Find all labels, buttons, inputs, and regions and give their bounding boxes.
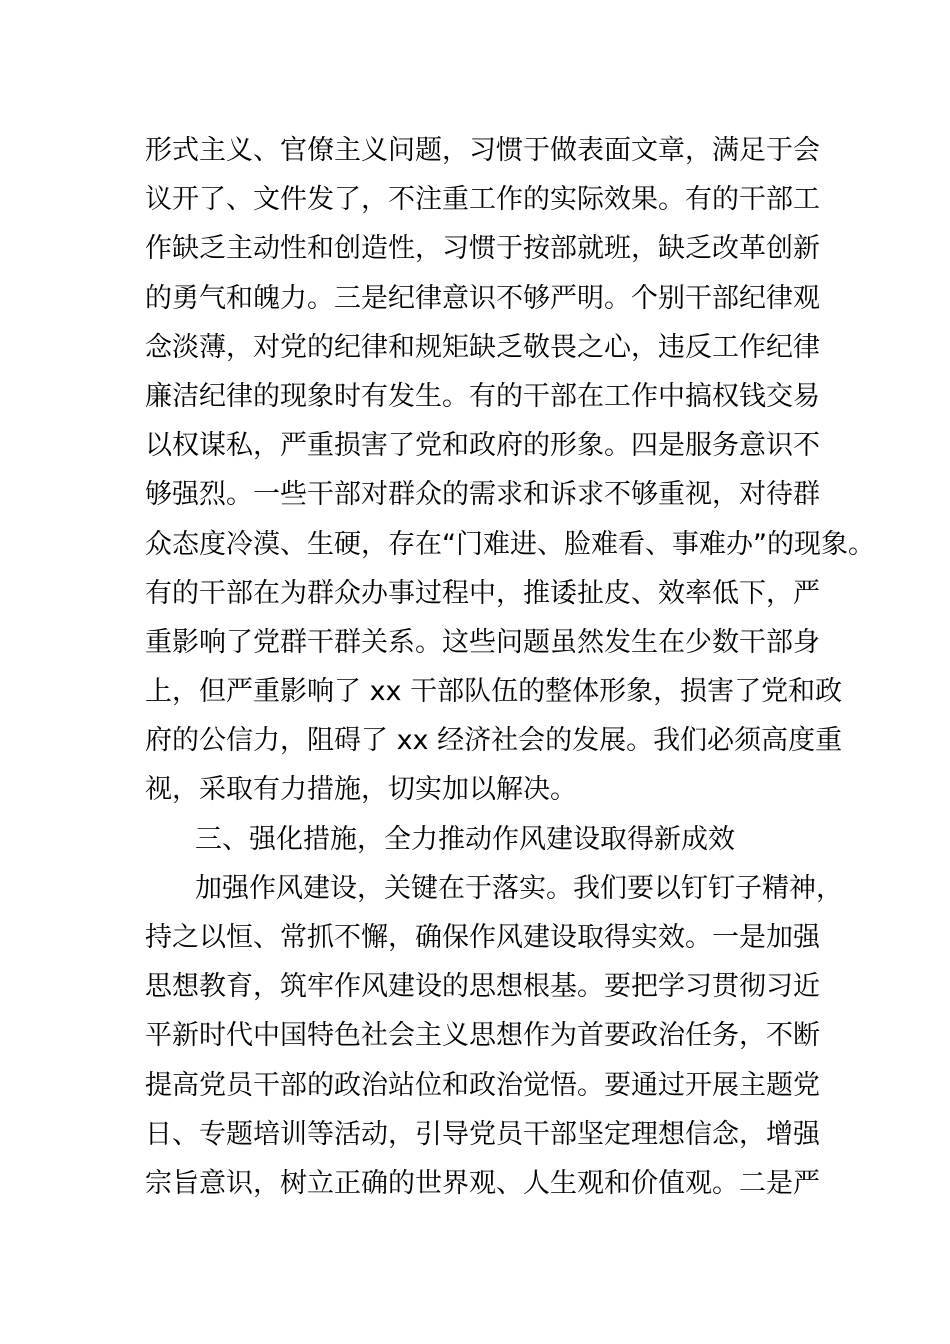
- paragraph-line: 加强作风建设，关键在于落实。我们要以钉钉子精神，: [195, 872, 843, 904]
- paragraph-line: 够强烈。一些干部对群众的需求和诉求不够重视，对待群: [145, 479, 820, 511]
- paragraph-line: 廉洁纪律的现象时有发生。有的干部在工作中搞权钱交易: [145, 380, 820, 412]
- paragraph-line: 思想教育，筑牢作风建设的思想根基。要把学习贯彻习近: [145, 971, 820, 1003]
- paragraph-line: 念淡薄，对党的纪律和规矩缺乏敬畏之心，违反工作纪律: [145, 331, 820, 363]
- paragraph-line: 宗旨意识，树立正确的世界观、人生观和价值观。二是严: [145, 1167, 820, 1199]
- paragraph-line: 提高党员干部的政治站位和政治觉悟。要通过开展主题党: [145, 1069, 820, 1101]
- paragraph-line: 日、专题培训等活动，引导党员干部坚定理想信念，增强: [145, 1118, 820, 1150]
- paragraph-line: 以权谋私，严重损害了党和政府的形象。四是服务意识不: [145, 430, 820, 462]
- paragraph-line: 持之以恒、常抓不懈，确保作风建设取得实效。一是加强: [145, 922, 820, 953]
- paragraph-line: 议开了、文件发了，不注重工作的实际效果。有的干部工: [145, 184, 820, 216]
- paragraph-line: 作缺乏主动性和创造性，习惯于按部就班，缺乏改革创新: [145, 233, 820, 265]
- paragraph-line: 的勇气和魄力。三是纪律意识不够严明。个别干部纪律观: [145, 282, 820, 314]
- paragraph-line: 视，采取有力措施，切实加以解决。: [145, 774, 577, 806]
- paragraph-line: 上，但严重影响了 xx 干部队伍的整体形象，损害了党和政: [145, 676, 843, 708]
- paragraph-line: 形式主义、官僚主义问题，习惯于做表面文章，满足于会: [145, 135, 820, 166]
- paragraph-line: 重影响了党群干群关系。这些问题虽然发生在少数干部身: [145, 626, 820, 658]
- paragraph-line: 府的公信力，阻碍了 xx 经济社会的发展。我们必须高度重: [145, 725, 843, 757]
- paragraph-line: 众态度冷漠、生硬，存在“门难进、脸难看、事难办”的现象。: [145, 528, 875, 560]
- section-heading: 三、强化措施，全力推动作风建设取得新成效: [195, 823, 735, 855]
- paragraph-line: 平新时代中国特色社会主义思想作为首要政治任务，不断: [145, 1020, 820, 1052]
- paragraph-line: 有的干部在为群众办事过程中，推诿扯皮、效率低下，严: [145, 577, 820, 609]
- document-body: [145, 126, 875, 1208]
